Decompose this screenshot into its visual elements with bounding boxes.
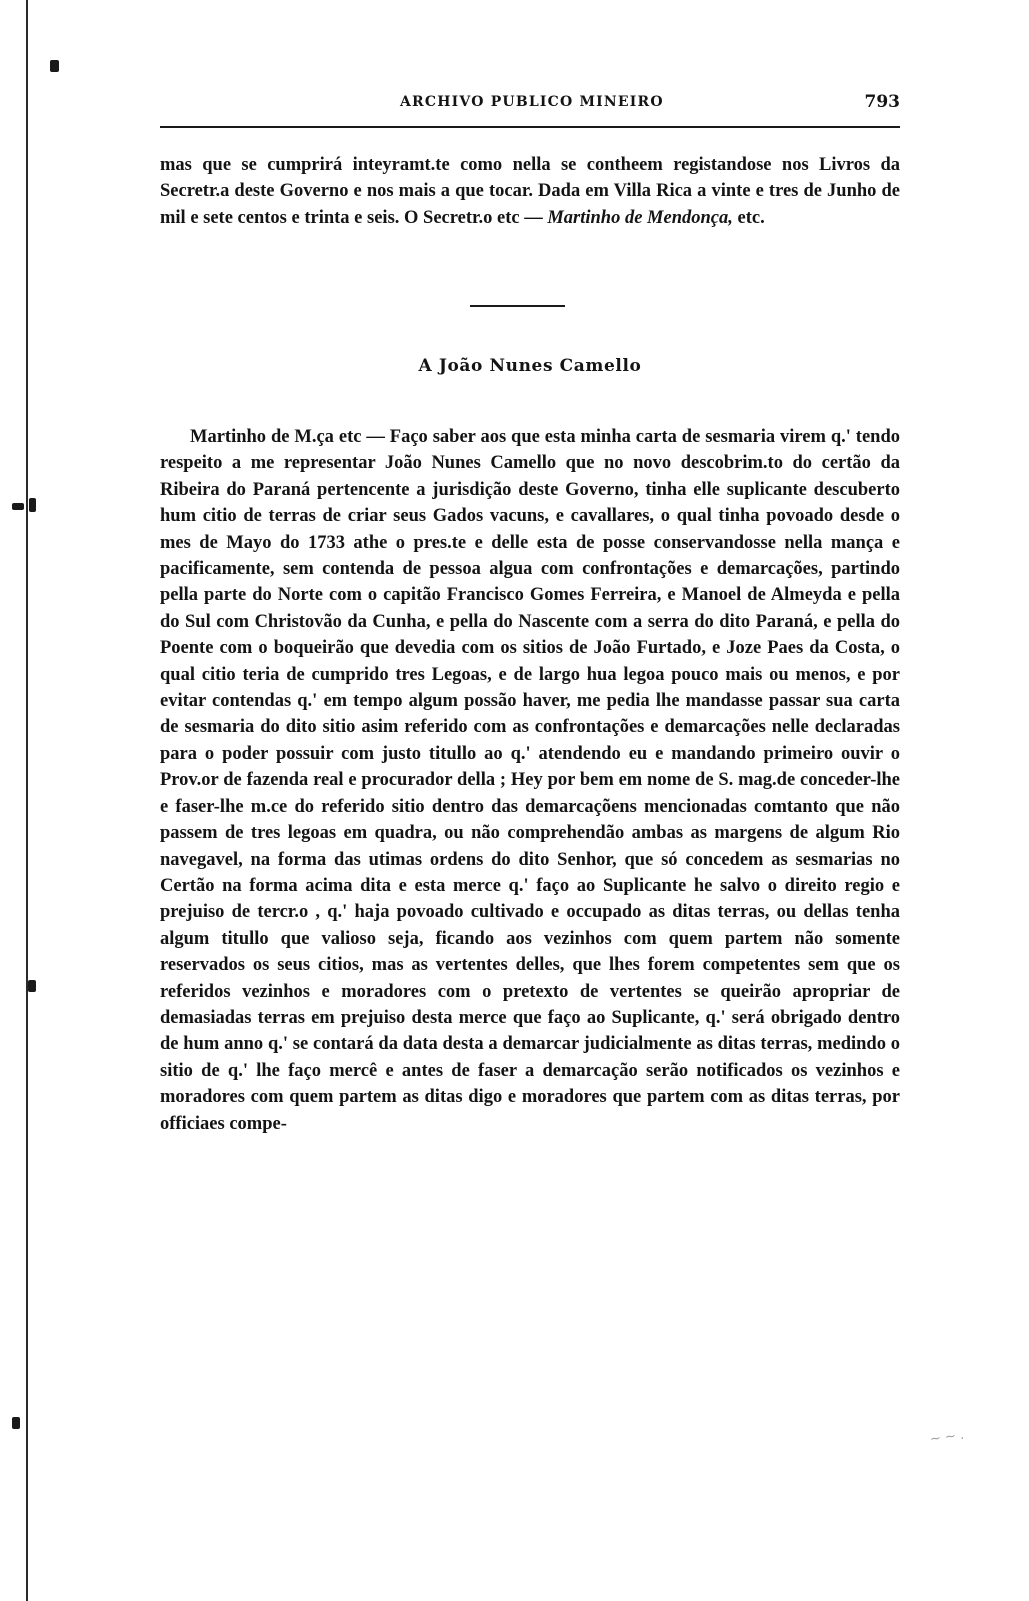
- section-body: [160, 424, 900, 1137]
- section-title: A João Nunes Camello: [418, 356, 642, 376]
- section-separator: [470, 305, 565, 307]
- running-title: ARCHIVO PUBLICO MINEIRO: [400, 94, 664, 110]
- paragraph-text: mas que se cumprirá inteyramt.te como nella se contheem registandose nos Livros da Secretr.a deste Governo e nos mais a que tocar. Dada em Villa Rica a vinte e tres de Junho de mil e sete centos e trinta e seis. O Secretr.o etc —: [160, 155, 900, 228]
- margin-mark: [28, 980, 36, 992]
- margin-mark: [50, 60, 59, 72]
- signature: Martinho de Mendonça,: [547, 207, 733, 228]
- body-paragraph: Martinho de M.ça etc — Faço saber aos que esta minha carta de sesmaria virem q.' tendo respeito a me representar João Nunes Camello que no novo descobrim.to do certão da Ribeira do Paraná pertencente a jurisdição deste Governo, tinha elle suplicante descuberto hum citio de terras de criar seus Gados vacuns, e cavallares, o qual tinha povoado desde o mes de Mayo do 1733 athe o pres.te e delle esta de posse conservandosse nella mança e pacificamente, sem contenda de pessoa algua com confrontações e demarcações, partindo pella parte do Norte com o capitão Francisco Gomes Ferreira, e Manoel de Almeyda e pella do Sul com Christovão da Cunha, e pella do Nascente com a serra do dito Paraná, e pella do Poente com o boqueirão que devedia com os sitios de João Furtado, e Joze Paes da Costa, o qual citio teria de cumprido tres Legoas, e de largo hua legoa pouco mais ou menos, e por evitar contendas q.' em tempo algum possão haver, me pedia lhe mandasse passar sua carta de sesmaria do dito sitio asim referido com as confrontações e demarcações nelle declaradas para o poder possuir com justo titullo ao q.' atendendo eu e mandando primeiro ouvir o Prov.or de fazenda real e procurador della ; Hey por bem em nome de S. mag.de conceder-lhe e faser-lhe m.ce do referido sitio dentro das demarcaçõens mencionadas comtanto que não passem de tres legoas em quadra, ou não comprehendão ambas as margens de algum Rio navegavel, na forma das utimas ordens do dito Senhor, que só concedem as sesmarias no Certão na forma acima dita e esta merce q.' faço ao Suplicante he salvo o direito regio e prejuiso de tercr.o , q.' haja povoado cultivado e occupado as ditas terras, ou dellas tenha algum titullo que valioso seja, ficando aos vezinhos com quem partem não somente reservados os seus citios, mas as vertentes delles, que lhes forem competentes sem que os referidos vezinhos e moradores com o pretexto de vertentes se queirão apropriar de demasiadas terras em prejuiso desta merce que faço ao Suplicante, q.' será obrigado dentro de hum anno q.' se contará da data desta a demarcar judicialmente as ditas terras, medindo o sitio de q.' lhe faço mercê e antes de faser a demarcação serão notificados os vezinhos e moradores com quem partem as ditas digo e moradores que partem com as ditas terras, por officiaes compe-: [160, 427, 900, 1134]
- margin-mark: [12, 1417, 20, 1429]
- margin-mark: [12, 503, 24, 510]
- margin-mark: [29, 498, 36, 512]
- margin-line: [26, 0, 28, 1601]
- running-header: [160, 92, 900, 120]
- header-rule: [160, 126, 900, 128]
- paragraph-ending: etc.: [737, 207, 765, 228]
- page-number: 793: [864, 92, 900, 112]
- continued-paragraph: [160, 152, 900, 231]
- ink-smudge: ~ ~ .: [929, 1427, 966, 1448]
